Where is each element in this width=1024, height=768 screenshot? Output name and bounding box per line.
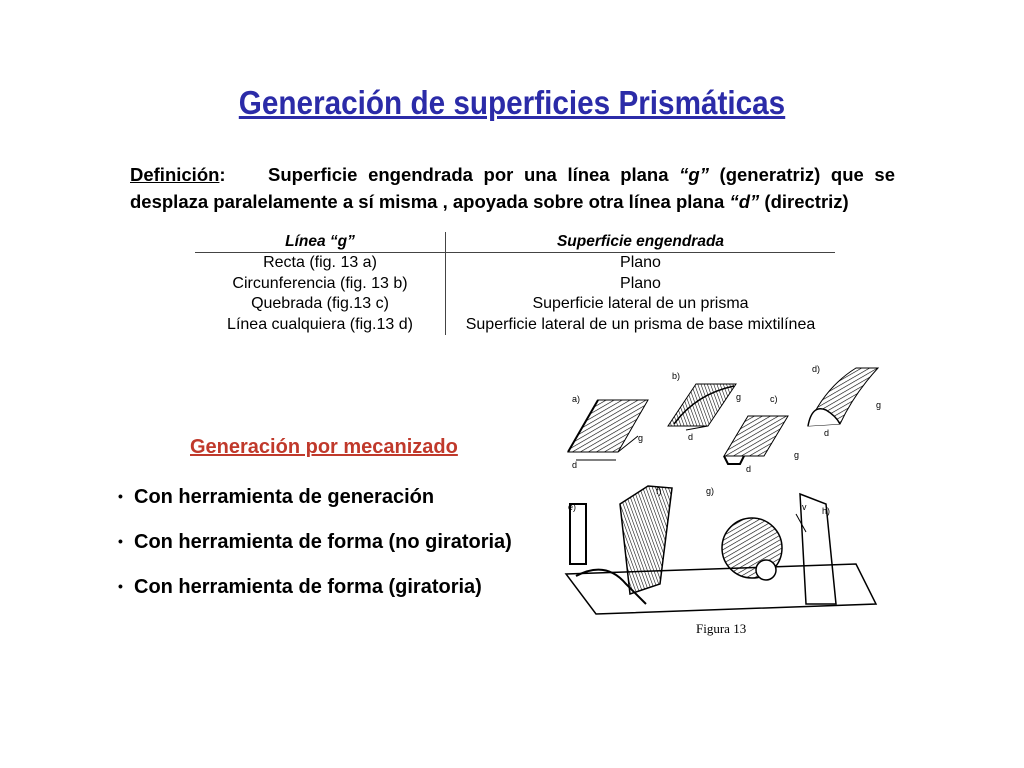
figure-machining-scene [566, 486, 876, 614]
table-cell: Línea cualquiera (fig.13 d) [195, 315, 446, 336]
figure-a-plane [568, 394, 648, 470]
table-cell: Plano [620, 254, 661, 271]
bullet-icon: • [118, 578, 123, 594]
table-row [195, 315, 835, 336]
table-header-line: Línea “g” [195, 232, 446, 252]
figure-label-d: d [572, 460, 578, 470]
machining-list [118, 482, 512, 617]
figure-label-g-fig: g) [706, 486, 715, 496]
table-cell: Circunferencia (fig. 13 b) [195, 274, 446, 295]
table-cell: Quebrada (fig.13 c) [195, 294, 446, 315]
table-row [195, 253, 835, 274]
figure-label-f: f) [656, 486, 662, 496]
definition-text-1: Superficie engendrada por una línea plana [268, 164, 680, 185]
figure-label-h: h) [822, 506, 831, 516]
figure-label-d-d: d [824, 428, 830, 438]
figure-label-g-d: g [876, 400, 882, 410]
figure-c-prism [724, 394, 799, 474]
table-cell: Superficie lateral de un prisma [532, 295, 749, 312]
figure-label-d-b: d [688, 432, 694, 442]
machining-subtitle: Generación por mecanizado [190, 436, 458, 458]
figure-caption: Figura 13 [696, 621, 747, 636]
list-item [118, 527, 512, 572]
directrix-quote: “d” [729, 191, 760, 212]
list-item-text: Con herramienta de forma (no giratoria) [134, 531, 512, 553]
list-item-text: Con herramienta de forma (giratoria) [134, 576, 482, 598]
figure-label-d-top: d) [812, 364, 821, 374]
figure-label-v: v [802, 502, 807, 512]
definition-paragraph: Definición: Superficie engendrada por una línea plana “g” (generatriz) que se desplaza paralelamente a sí misma , apoyada sobre otra línea plana “d” (directriz) [130, 164, 895, 212]
table-row [195, 294, 835, 315]
list-item [118, 572, 512, 617]
page-title: Generación de superficies Prismáticas [238, 84, 786, 121]
surface-table [195, 232, 835, 335]
table-row [195, 274, 835, 295]
table-cell: Superficie lateral de un prisma de base mixtilínea [465, 315, 816, 333]
bullet-icon: • [118, 533, 123, 549]
figure-label-a: a) [572, 394, 581, 404]
table-header-surface: Superficie engendrada [556, 233, 725, 250]
definition-text-2: (generatriz) que se desplaza paralelamente a sí misma , apoyada sobre otra línea plana [130, 164, 895, 212]
table-header-row [195, 232, 835, 253]
figure-label-e: e) [568, 502, 577, 512]
list-item [118, 482, 512, 527]
figure-label-g-c: g [794, 450, 800, 460]
table-cell: Plano [620, 274, 661, 292]
bullet-icon: • [118, 488, 123, 504]
list-item-text: Con herramienta de generación [134, 486, 435, 508]
figure-label-d-c: d [746, 464, 752, 474]
figure-label-c-top: c) [770, 394, 778, 404]
figure-label-b: b) [672, 371, 681, 381]
generatrix-quote: “g” [679, 164, 709, 185]
figure-label-g-b: g [736, 392, 742, 402]
definition-label: Definición [130, 164, 220, 185]
definition-text-3: (directriz) [759, 191, 849, 212]
table-cell: Recta (fig. 13 a) [195, 253, 446, 274]
figure-d-prism [808, 364, 881, 438]
figure-label-g: g [638, 433, 644, 443]
figure-b-plane [668, 371, 741, 442]
figure-13-illustration [556, 364, 896, 644]
